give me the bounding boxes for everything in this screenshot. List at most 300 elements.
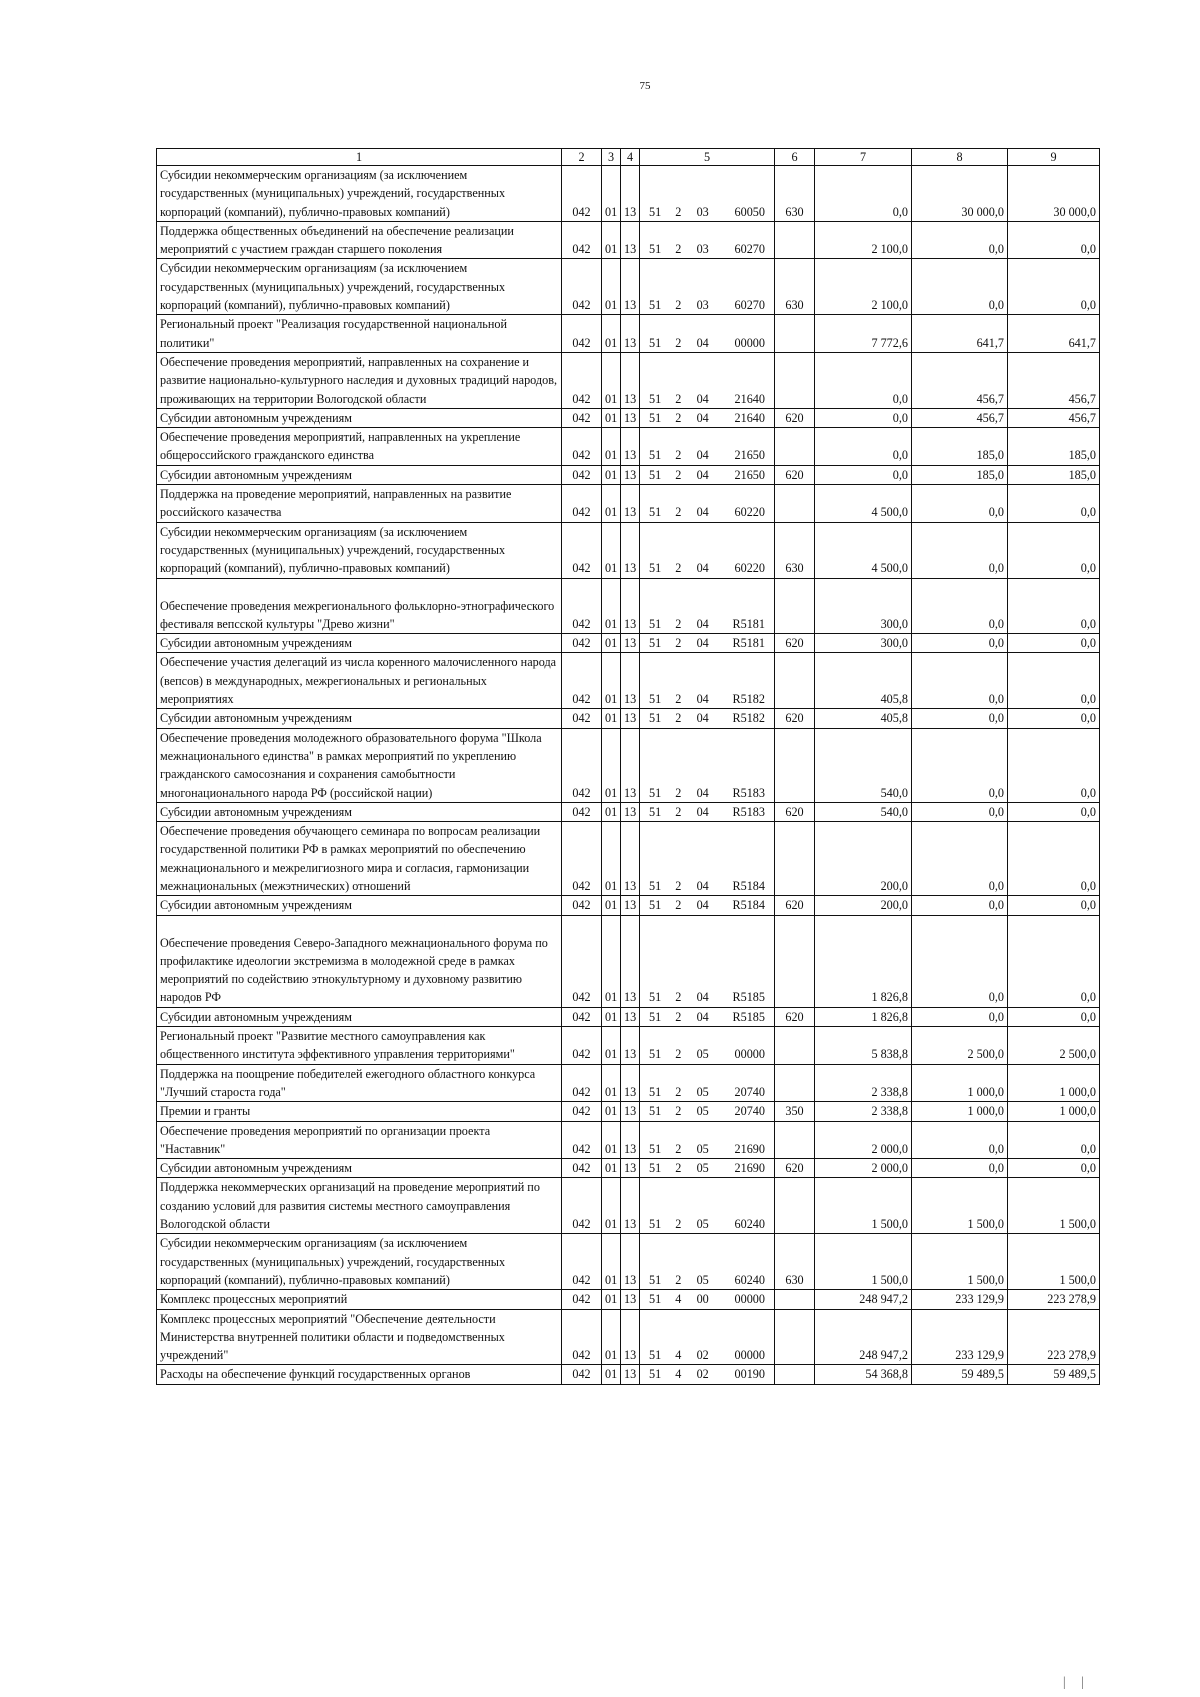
cell-amount-year1: 405,8 xyxy=(815,709,912,728)
cell-amount-year3: 1 000,0 xyxy=(1008,1102,1100,1121)
table-row xyxy=(157,1290,1100,1309)
cell-section: 01 xyxy=(602,1121,621,1159)
target-article-part: 2 xyxy=(675,1009,682,1024)
cell-amount-year2: 641,7 xyxy=(912,315,1008,353)
cell-target-article xyxy=(640,896,775,915)
col-header: 4 xyxy=(621,149,640,166)
cell-amount-year1: 2 100,0 xyxy=(815,259,912,315)
col-header: 5 xyxy=(640,149,775,166)
target-article-part: 00000 xyxy=(734,335,765,350)
table-row xyxy=(157,709,1100,728)
cell-amount-year3: 0,0 xyxy=(1008,634,1100,653)
row-name: Обеспечение проведения молодежного образовательного форума "Школа межнационального единства" в рамках мероприятий по укреплению гражданского самосознания и сохранения самобытности многонационального народа РФ (российской нации) xyxy=(157,728,562,802)
cell-amount-year2: 1 500,0 xyxy=(912,1178,1008,1234)
cell-section: 01 xyxy=(602,259,621,315)
scan-mark: | | xyxy=(1062,1675,1090,1690)
target-article-part: 2 xyxy=(675,335,682,350)
table-row xyxy=(157,522,1100,578)
cell-subsection: 13 xyxy=(621,465,640,484)
col-header: 2 xyxy=(562,149,602,166)
target-article-part: 04 xyxy=(696,804,709,819)
target-article-part: 60220 xyxy=(734,561,765,576)
cell-expense-type xyxy=(775,822,815,896)
row-name: Субсидии автономным учреждениям xyxy=(157,634,562,653)
target-article-part: 2 xyxy=(675,1272,682,1287)
target-article-part: 04 xyxy=(696,636,709,651)
target-article-part: 2 xyxy=(675,448,682,463)
row-name: Обеспечение проведения мероприятий, направленных на укрепление общероссийского гражданского единства xyxy=(157,428,562,466)
cell-ministry-code: 042 xyxy=(562,1234,602,1290)
target-article-part: 00 xyxy=(696,1292,709,1307)
table-row xyxy=(157,728,1100,802)
col-header: 9 xyxy=(1008,149,1100,166)
cell-amount-year3: 1 500,0 xyxy=(1008,1178,1100,1234)
cell-amount-year2: 0,0 xyxy=(912,728,1008,802)
cell-target-article xyxy=(640,709,775,728)
cell-subsection: 13 xyxy=(621,1309,640,1365)
target-article-part: 51 xyxy=(649,1009,662,1024)
target-article-part: 04 xyxy=(696,785,709,800)
target-article-part: 51 xyxy=(649,391,662,406)
cell-amount-year2: 185,0 xyxy=(912,428,1008,466)
cell-target-article xyxy=(640,166,775,222)
target-article-part: 51 xyxy=(649,204,662,219)
cell-section: 01 xyxy=(602,221,621,259)
target-article-part: 51 xyxy=(649,1217,662,1232)
table-row xyxy=(157,1178,1100,1234)
table-row xyxy=(157,1309,1100,1365)
cell-target-article xyxy=(640,1159,775,1178)
target-article-part: 60220 xyxy=(734,505,765,520)
cell-amount-year1: 1 500,0 xyxy=(815,1234,912,1290)
cell-section: 01 xyxy=(602,166,621,222)
target-article-part: 04 xyxy=(696,898,709,913)
cell-subsection: 13 xyxy=(621,259,640,315)
row-name: Субсидии некоммерческим организациям (за исключением государственных (муниципальных) учреждений, государственных корпораций (компаний), публично-правовых компаний) xyxy=(157,522,562,578)
target-article-part: 51 xyxy=(649,692,662,707)
target-article-part: 04 xyxy=(696,448,709,463)
cell-amount-year3: 0,0 xyxy=(1008,915,1100,1007)
cell-section: 01 xyxy=(602,1027,621,1065)
target-article-part: 60270 xyxy=(734,298,765,313)
cell-subsection: 13 xyxy=(621,1234,640,1290)
cell-expense-type xyxy=(775,1027,815,1065)
cell-subsection: 13 xyxy=(621,1064,640,1102)
cell-amount-year1: 248 947,2 xyxy=(815,1309,912,1365)
cell-expense-type xyxy=(775,1309,815,1365)
cell-amount-year1: 2 000,0 xyxy=(815,1121,912,1159)
cell-amount-year2: 0,0 xyxy=(912,522,1008,578)
target-article-part: 2 xyxy=(675,1104,682,1119)
cell-amount-year1: 4 500,0 xyxy=(815,522,912,578)
cell-subsection: 13 xyxy=(621,485,640,523)
table-row xyxy=(157,485,1100,523)
target-article-part: 51 xyxy=(649,804,662,819)
cell-amount-year2: 233 129,9 xyxy=(912,1290,1008,1309)
target-article-part: 20740 xyxy=(734,1104,765,1119)
cell-amount-year2: 0,0 xyxy=(912,1121,1008,1159)
row-name: Субсидии автономным учреждениям xyxy=(157,465,562,484)
cell-amount-year2: 1 000,0 xyxy=(912,1102,1008,1121)
target-article-part: 51 xyxy=(649,1047,662,1062)
cell-amount-year3: 2 500,0 xyxy=(1008,1027,1100,1065)
cell-amount-year1: 300,0 xyxy=(815,578,912,634)
cell-ministry-code: 042 xyxy=(562,728,602,802)
row-name: Обеспечение проведения Северо-Западного межнационального форума по профилактике идеологии экстремизма в молодежной среде в рамках мероприятий по содействию этнокультурному и духовному развитию народов РФ xyxy=(157,915,562,1007)
cell-target-article xyxy=(640,1309,775,1365)
target-article-part: 00000 xyxy=(734,1047,765,1062)
target-article-part: 05 xyxy=(696,1084,709,1099)
cell-target-article xyxy=(640,1365,775,1384)
target-article-part: 2 xyxy=(675,878,682,893)
cell-ministry-code: 042 xyxy=(562,709,602,728)
cell-ministry-code: 042 xyxy=(562,1178,602,1234)
row-name: Комплекс процессных мероприятий "Обеспечение деятельности Министерства внутренней политики области и подведомственных учреждений" xyxy=(157,1309,562,1365)
target-article-part: 20740 xyxy=(734,1084,765,1099)
cell-amount-year1: 0,0 xyxy=(815,352,912,408)
cell-section: 01 xyxy=(602,522,621,578)
cell-amount-year2: 0,0 xyxy=(912,915,1008,1007)
cell-expense-type xyxy=(775,1290,815,1309)
cell-amount-year1: 2 338,8 xyxy=(815,1064,912,1102)
cell-subsection: 13 xyxy=(621,315,640,353)
cell-amount-year2: 1 000,0 xyxy=(912,1064,1008,1102)
cell-expense-type: 630 xyxy=(775,1234,815,1290)
table-row xyxy=(157,428,1100,466)
cell-target-article xyxy=(640,352,775,408)
target-article-part: 2 xyxy=(675,711,682,726)
table-row xyxy=(157,822,1100,896)
cell-expense-type xyxy=(775,428,815,466)
cell-ministry-code: 042 xyxy=(562,1159,602,1178)
target-article-part: R5181 xyxy=(732,636,765,651)
cell-target-article xyxy=(640,259,775,315)
cell-amount-year1: 1 500,0 xyxy=(815,1178,912,1234)
cell-subsection: 13 xyxy=(621,915,640,1007)
target-article-part: 21650 xyxy=(734,467,765,482)
cell-amount-year3: 456,7 xyxy=(1008,408,1100,427)
target-article-part: 4 xyxy=(675,1367,682,1382)
cell-ministry-code: 042 xyxy=(562,1007,602,1026)
cell-ministry-code: 042 xyxy=(562,634,602,653)
cell-section: 01 xyxy=(602,352,621,408)
cell-amount-year3: 59 489,5 xyxy=(1008,1365,1100,1384)
cell-amount-year1: 0,0 xyxy=(815,166,912,222)
target-article-part: 21690 xyxy=(734,1141,765,1156)
target-article-part: 05 xyxy=(696,1217,709,1232)
cell-target-article xyxy=(640,315,775,353)
cell-amount-year3: 0,0 xyxy=(1008,728,1100,802)
cell-subsection: 13 xyxy=(621,1027,640,1065)
row-name: Обеспечение проведения межрегионального фольклорно-этнографического фестиваля вепсской культуры "Древо жизни" xyxy=(157,578,562,634)
cell-expense-type xyxy=(775,1121,815,1159)
target-article-part: 2 xyxy=(675,391,682,406)
target-article-part: R5183 xyxy=(732,785,765,800)
cell-ministry-code: 042 xyxy=(562,1027,602,1065)
cell-amount-year3: 0,0 xyxy=(1008,802,1100,821)
cell-amount-year2: 0,0 xyxy=(912,634,1008,653)
cell-section: 01 xyxy=(602,485,621,523)
cell-ministry-code: 042 xyxy=(562,822,602,896)
cell-expense-type xyxy=(775,915,815,1007)
cell-amount-year3: 1 000,0 xyxy=(1008,1064,1100,1102)
table-row xyxy=(157,1007,1100,1026)
cell-ministry-code: 042 xyxy=(562,315,602,353)
cell-expense-type xyxy=(775,728,815,802)
cell-subsection: 13 xyxy=(621,408,640,427)
target-article-part: 51 xyxy=(649,467,662,482)
row-name: Расходы на обеспечение функций государственных органов xyxy=(157,1365,562,1384)
target-article-part: 2 xyxy=(675,804,682,819)
table-row xyxy=(157,653,1100,709)
cell-expense-type xyxy=(775,1178,815,1234)
cell-amount-year2: 0,0 xyxy=(912,1159,1008,1178)
target-article-part: 00000 xyxy=(734,1292,765,1307)
target-article-part: 03 xyxy=(696,204,709,219)
cell-expense-type: 620 xyxy=(775,465,815,484)
cell-target-article xyxy=(640,1121,775,1159)
cell-amount-year2: 30 000,0 xyxy=(912,166,1008,222)
cell-amount-year2: 0,0 xyxy=(912,578,1008,634)
target-article-part: 2 xyxy=(675,204,682,219)
header-row xyxy=(157,149,1100,166)
cell-section: 01 xyxy=(602,915,621,1007)
cell-target-article xyxy=(640,653,775,709)
target-article-part: 04 xyxy=(696,467,709,482)
cell-section: 01 xyxy=(602,1365,621,1384)
cell-section: 01 xyxy=(602,428,621,466)
cell-ministry-code: 042 xyxy=(562,1290,602,1309)
table-row xyxy=(157,896,1100,915)
target-article-part: 05 xyxy=(696,1104,709,1119)
target-article-part: 00190 xyxy=(734,1367,765,1382)
table-row xyxy=(157,352,1100,408)
cell-expense-type xyxy=(775,221,815,259)
cell-expense-type: 620 xyxy=(775,634,815,653)
cell-amount-year2: 185,0 xyxy=(912,465,1008,484)
row-name: Региональный проект "Реализация государственной национальной политики" xyxy=(157,315,562,353)
cell-amount-year1: 540,0 xyxy=(815,802,912,821)
target-article-part: 2 xyxy=(675,1217,682,1232)
cell-subsection: 13 xyxy=(621,896,640,915)
cell-expense-type: 620 xyxy=(775,1159,815,1178)
target-article-part: 05 xyxy=(696,1141,709,1156)
table-row xyxy=(157,915,1100,1007)
cell-target-article xyxy=(640,634,775,653)
cell-target-article xyxy=(640,1027,775,1065)
target-article-part: 51 xyxy=(649,1272,662,1287)
target-article-part: 4 xyxy=(675,1348,682,1363)
target-article-part: R5185 xyxy=(732,990,765,1005)
cell-amount-year3: 1 500,0 xyxy=(1008,1234,1100,1290)
table-row xyxy=(157,315,1100,353)
table-row xyxy=(157,221,1100,259)
cell-ministry-code: 042 xyxy=(562,1365,602,1384)
row-name: Субсидии некоммерческим организациям (за исключением государственных (муниципальных) учреждений, государственных корпораций (компаний), публично-правовых компаний) xyxy=(157,1234,562,1290)
cell-target-article xyxy=(640,408,775,427)
page-number: 75 xyxy=(639,80,651,92)
row-name: Субсидии автономным учреждениям xyxy=(157,802,562,821)
cell-amount-year3: 0,0 xyxy=(1008,522,1100,578)
cell-expense-type xyxy=(775,485,815,523)
target-article-part: 2 xyxy=(675,616,682,631)
cell-target-article xyxy=(640,522,775,578)
target-article-part: 2 xyxy=(675,561,682,576)
target-article-part: 51 xyxy=(649,448,662,463)
cell-expense-type xyxy=(775,653,815,709)
target-article-part: 04 xyxy=(696,711,709,726)
cell-amount-year2: 0,0 xyxy=(912,709,1008,728)
cell-target-article xyxy=(640,428,775,466)
target-article-part: 51 xyxy=(649,636,662,651)
cell-amount-year1: 200,0 xyxy=(815,822,912,896)
target-article-part: R5182 xyxy=(732,692,765,707)
row-name: Субсидии автономным учреждениям xyxy=(157,1159,562,1178)
cell-target-article xyxy=(640,802,775,821)
target-article-part: 21640 xyxy=(734,410,765,425)
cell-ministry-code: 042 xyxy=(562,896,602,915)
cell-amount-year2: 59 489,5 xyxy=(912,1365,1008,1384)
cell-subsection: 13 xyxy=(621,578,640,634)
target-article-part: 2 xyxy=(675,505,682,520)
row-name: Поддержка некоммерческих организаций на проведение мероприятий по созданию условий для развития системы местного самоуправления Вологодской области xyxy=(157,1178,562,1234)
cell-target-article xyxy=(640,1234,775,1290)
cell-subsection: 13 xyxy=(621,1159,640,1178)
target-article-part: R5181 xyxy=(732,616,765,631)
cell-amount-year1: 0,0 xyxy=(815,408,912,427)
target-article-part: 51 xyxy=(649,298,662,313)
cell-section: 01 xyxy=(602,1007,621,1026)
target-article-part: 2 xyxy=(675,1141,682,1156)
cell-target-article xyxy=(640,1064,775,1102)
budget-table xyxy=(156,148,1100,1385)
target-article-part: 2 xyxy=(675,298,682,313)
target-article-part: 51 xyxy=(649,711,662,726)
cell-amount-year1: 1 826,8 xyxy=(815,915,912,1007)
cell-expense-type: 630 xyxy=(775,522,815,578)
target-article-part: 51 xyxy=(649,335,662,350)
cell-amount-year1: 2 100,0 xyxy=(815,221,912,259)
cell-amount-year3: 456,7 xyxy=(1008,352,1100,408)
cell-subsection: 13 xyxy=(621,221,640,259)
target-article-part: 04 xyxy=(696,616,709,631)
target-article-part: 04 xyxy=(696,505,709,520)
row-name: Субсидии автономным учреждениям xyxy=(157,709,562,728)
target-article-part: 2 xyxy=(675,1084,682,1099)
cell-amount-year1: 2 338,8 xyxy=(815,1102,912,1121)
target-article-part: 51 xyxy=(649,1084,662,1099)
cell-expense-type: 620 xyxy=(775,408,815,427)
cell-amount-year2: 0,0 xyxy=(912,221,1008,259)
target-article-part: 51 xyxy=(649,1161,662,1176)
target-article-part: 05 xyxy=(696,1161,709,1176)
cell-ministry-code: 042 xyxy=(562,1102,602,1121)
cell-amount-year1: 5 838,8 xyxy=(815,1027,912,1065)
target-article-part: 21690 xyxy=(734,1161,765,1176)
row-name: Обеспечение проведения мероприятий по организации проекта "Наставник" xyxy=(157,1121,562,1159)
row-name: Поддержка на поощрение победителей ежегодного областного конкурса "Лучший староста года" xyxy=(157,1064,562,1102)
cell-amount-year3: 0,0 xyxy=(1008,709,1100,728)
target-article-part: 51 xyxy=(649,990,662,1005)
cell-target-article xyxy=(640,822,775,896)
cell-amount-year3: 223 278,9 xyxy=(1008,1309,1100,1365)
cell-expense-type: 620 xyxy=(775,802,815,821)
target-article-part: 2 xyxy=(675,785,682,800)
cell-ministry-code: 042 xyxy=(562,578,602,634)
target-article-part: 04 xyxy=(696,335,709,350)
cell-amount-year3: 0,0 xyxy=(1008,896,1100,915)
cell-ministry-code: 042 xyxy=(562,653,602,709)
target-article-part: 2 xyxy=(675,467,682,482)
target-article-part: 51 xyxy=(649,505,662,520)
cell-subsection: 13 xyxy=(621,522,640,578)
cell-section: 01 xyxy=(602,653,621,709)
cell-expense-type: 620 xyxy=(775,896,815,915)
cell-ministry-code: 042 xyxy=(562,465,602,484)
cell-ministry-code: 042 xyxy=(562,915,602,1007)
cell-section: 01 xyxy=(602,578,621,634)
cell-section: 01 xyxy=(602,896,621,915)
cell-subsection: 13 xyxy=(621,1178,640,1234)
cell-section: 01 xyxy=(602,1290,621,1309)
cell-ministry-code: 042 xyxy=(562,352,602,408)
cell-expense-type xyxy=(775,578,815,634)
target-article-part: 60240 xyxy=(734,1272,765,1287)
cell-amount-year1: 300,0 xyxy=(815,634,912,653)
col-header: 1 xyxy=(157,149,562,166)
target-article-part: 21650 xyxy=(734,448,765,463)
row-name: Премии и гранты xyxy=(157,1102,562,1121)
cell-section: 01 xyxy=(602,465,621,484)
cell-target-article xyxy=(640,915,775,1007)
target-article-part: R5184 xyxy=(732,898,765,913)
cell-subsection: 13 xyxy=(621,1102,640,1121)
cell-subsection: 13 xyxy=(621,709,640,728)
target-article-part: 51 xyxy=(649,785,662,800)
cell-amount-year1: 0,0 xyxy=(815,465,912,484)
table-row xyxy=(157,1121,1100,1159)
target-article-part: 51 xyxy=(649,1141,662,1156)
target-article-part: 04 xyxy=(696,692,709,707)
cell-ministry-code: 042 xyxy=(562,166,602,222)
cell-subsection: 13 xyxy=(621,1007,640,1026)
cell-amount-year2: 233 129,9 xyxy=(912,1309,1008,1365)
cell-ministry-code: 042 xyxy=(562,259,602,315)
target-article-part: 04 xyxy=(696,990,709,1005)
target-article-part: 2 xyxy=(675,242,682,257)
table-row xyxy=(157,578,1100,634)
cell-ministry-code: 042 xyxy=(562,1064,602,1102)
row-name: Региональный проект "Развитие местного самоуправления как общественного института эффективного управления территориями" xyxy=(157,1027,562,1065)
cell-amount-year1: 4 500,0 xyxy=(815,485,912,523)
cell-amount-year1: 1 826,8 xyxy=(815,1007,912,1026)
target-article-part: 51 xyxy=(649,1104,662,1119)
target-article-part: 04 xyxy=(696,561,709,576)
target-article-part: 51 xyxy=(649,616,662,631)
cell-subsection: 13 xyxy=(621,428,640,466)
target-article-part: 04 xyxy=(696,1009,709,1024)
target-article-part: 21640 xyxy=(734,391,765,406)
target-article-part: 51 xyxy=(649,242,662,257)
cell-amount-year2: 2 500,0 xyxy=(912,1027,1008,1065)
cell-amount-year3: 0,0 xyxy=(1008,485,1100,523)
cell-ministry-code: 042 xyxy=(562,522,602,578)
cell-amount-year3: 0,0 xyxy=(1008,1121,1100,1159)
cell-ministry-code: 042 xyxy=(562,802,602,821)
target-article-part: 2 xyxy=(675,636,682,651)
target-article-part: 51 xyxy=(649,561,662,576)
cell-amount-year2: 0,0 xyxy=(912,802,1008,821)
